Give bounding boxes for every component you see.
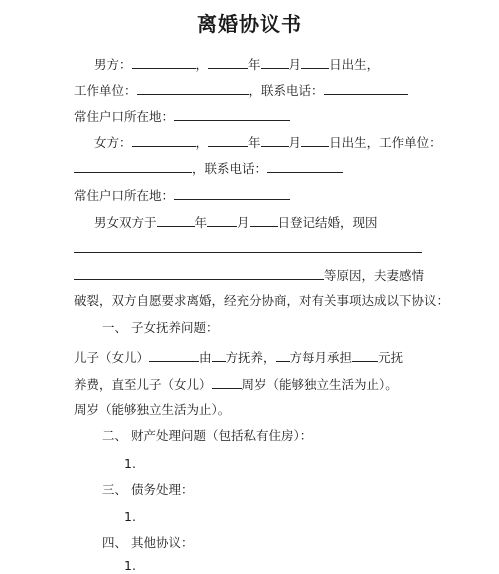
husband-birth-day-blank[interactable] (301, 55, 329, 69)
husband-birth-month-blank[interactable] (261, 55, 289, 69)
section-1-title: 一、 子女抚养问题： (102, 320, 219, 335)
wife-birth-month-blank[interactable] (261, 133, 289, 147)
support-age-blank[interactable] (212, 375, 242, 389)
husband-label: 男方： (94, 57, 132, 72)
husband-line: 男方： ， 年 月 日出生， (94, 57, 380, 72)
husband-phone-blank[interactable] (324, 81, 408, 95)
wife-birth-year-blank[interactable] (208, 133, 248, 147)
husband-birth-year-blank[interactable] (208, 55, 248, 69)
support-line: 养费，直至儿子（女儿） 周岁（能够独立生活为止）。 (74, 377, 398, 392)
reason-blank-line[interactable] (74, 252, 422, 253)
work-unit-label: 工作单位： (74, 83, 137, 98)
age-line: 周岁（能够独立生活为止）。 (74, 402, 231, 417)
wife-work-unit-blank[interactable] (74, 159, 192, 173)
section-4-item-1: 1. (124, 558, 136, 573)
reason-line: 等原因，夫妻感情 (74, 266, 424, 284)
section-4-title: 四、 其他协议： (102, 535, 194, 550)
section-2-title: 二、 财产处理问题（包括私有住房）： (102, 428, 313, 443)
residence-label: 常住户口所在地： (74, 188, 175, 203)
phone-label: ，联系电话： (248, 83, 324, 98)
marriage-year-blank[interactable] (157, 213, 195, 227)
wife-phone-label: ，联系电话： (192, 161, 268, 176)
wife-birth-day-blank[interactable] (301, 133, 329, 147)
reason-blank[interactable] (74, 266, 324, 280)
wife-work-line (74, 159, 343, 177)
marriage-line: 男女双方于 年 月 日登记结婚，现因 (94, 215, 378, 230)
husband-name-blank[interactable] (132, 55, 196, 69)
section-3-item-1: 1. (124, 509, 136, 524)
payer-party-blank[interactable] (276, 348, 290, 362)
custody-party-blank[interactable] (212, 348, 226, 362)
document-title: 离婚协议书 (197, 12, 302, 36)
wife-line: 女方： ， 年 月 日出生，工作单位： (94, 135, 442, 150)
husband-residence-blank[interactable] (174, 107, 290, 121)
wife-name-blank[interactable] (132, 133, 196, 147)
wife-residence-blank[interactable] (174, 186, 290, 200)
custody-child-blank[interactable] (149, 348, 199, 362)
section-2-item-1: 1. (124, 456, 136, 471)
support-amount-blank[interactable] (352, 348, 378, 362)
residence-label: 常住户口所在地： (74, 109, 175, 124)
wife-label: 女方： (94, 135, 132, 150)
custody-line: 儿子（女儿） 由 方抚养， 方每月承担 元抚 (74, 350, 404, 365)
husband-residence-line (74, 107, 290, 125)
marriage-month-blank[interactable] (207, 213, 237, 227)
husband-work-line (74, 81, 408, 99)
wife-phone-blank[interactable] (267, 159, 343, 173)
rupture-text: 破裂，双方自愿要求离婚，经充分协商，对有关事项达成以下协议： (74, 293, 450, 308)
marriage-day-blank[interactable] (250, 213, 278, 227)
section-3-title: 三、 债务处理： (102, 482, 194, 497)
husband-work-unit-blank[interactable] (137, 81, 249, 95)
wife-residence-line (74, 186, 290, 204)
